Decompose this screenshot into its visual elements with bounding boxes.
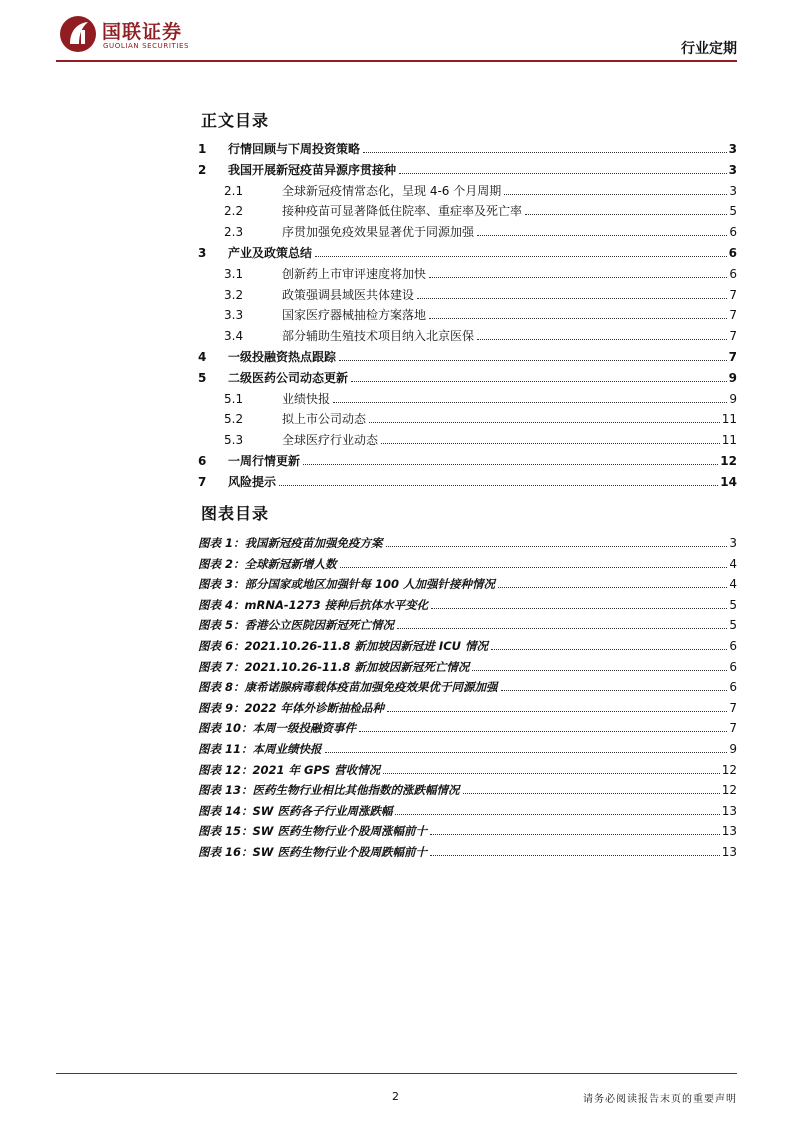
toc-entry-label: 我国开展新冠疫苗异源序贯接种	[228, 162, 397, 177]
toc-entry-number: 6	[198, 454, 207, 468]
toc-entry[interactable]	[198, 344, 737, 364]
toc-entry-label: 接种疫苗可显著降低住院率、重症率及死亡率	[282, 204, 523, 219]
toc-entry-label: 全球医疗行业动态	[282, 433, 379, 448]
dot-leader	[383, 772, 720, 774]
toc-entry-page: 6	[729, 225, 737, 240]
dot-leader	[477, 338, 727, 340]
dot-leader	[381, 442, 720, 444]
toc-entry[interactable]	[198, 736, 737, 756]
dot-leader	[315, 255, 727, 257]
dot-leader	[359, 730, 727, 732]
figure-entry-page: 12	[721, 783, 737, 798]
toc-entry[interactable]	[198, 448, 737, 468]
footer-divider	[56, 1073, 737, 1074]
toc-entry-page: 6	[729, 266, 737, 281]
toc-entry[interactable]	[198, 386, 737, 406]
dot-leader	[333, 401, 727, 403]
toc-entry-label: 行情回顾与下周投资策略	[228, 142, 361, 156]
dot-leader	[363, 151, 727, 153]
dot-leader	[279, 484, 718, 486]
toc-title: 正文目录	[201, 111, 270, 130]
toc-entry-label: 二级医药公司动态更新	[228, 370, 349, 385]
dot-leader	[395, 813, 719, 815]
toc-entry-page: 6	[728, 246, 737, 260]
toc-entry-page: 3	[729, 183, 737, 198]
figure-entry-page: 12	[721, 762, 737, 777]
figure-entry-label: 图表 6：2021.10.26-11.8 新加坡因新冠进 ICU 情况	[198, 639, 488, 653]
dot-leader	[501, 689, 728, 691]
toc-entry[interactable]	[198, 530, 737, 550]
toc-entry[interactable]	[198, 839, 737, 859]
toc-entry[interactable]	[198, 406, 737, 426]
figure-entry-label: 图表 13：医药生物行业相比其他指数的涨跌幅情况	[198, 783, 460, 798]
report-type-title: 行业定期	[681, 41, 737, 57]
toc-entry-label: 全球新冠疫情常态化，呈现 4-6 个月周期	[282, 183, 502, 198]
figure-entry-label: 图表 16：SW 医药生物行业个股周跌幅前十	[198, 845, 427, 859]
dot-leader	[504, 193, 727, 195]
dot-leader	[430, 833, 720, 835]
toc-entry-label: 一级投融资热点跟踪	[228, 350, 337, 364]
toc-entry-number: 5	[198, 370, 207, 385]
toc-entry[interactable]	[198, 633, 737, 653]
toc-entry-page: 7	[729, 287, 737, 302]
dot-leader	[477, 234, 727, 236]
figure-entry-label: 图表 5：香港公立医院因新冠死亡情况	[198, 618, 395, 633]
toc-entry[interactable]	[198, 240, 737, 260]
toc-entry[interactable]	[198, 427, 737, 447]
figure-entry-label: 图表 14：SW 医药各子行业周涨跌幅	[198, 803, 393, 818]
toc-entry-page: 12	[720, 454, 737, 468]
toc-entry-label: 部分辅助生殖技术项目纳入北京医保	[282, 329, 475, 344]
dot-leader	[525, 213, 727, 215]
figure-entry-page: 4	[729, 556, 737, 571]
toc-entry-page: 5	[729, 204, 737, 219]
toc-entry-label: 业绩快报	[282, 391, 331, 406]
toc-entry-label: 产业及政策总结	[228, 246, 313, 260]
figure-entry-label: 图表 12：2021 年 GPS 营收情况	[198, 762, 381, 777]
dot-leader	[429, 317, 727, 319]
toc-entry[interactable]	[198, 818, 737, 838]
toc-entry-page: 7	[729, 308, 737, 323]
toc-entry-page: 14	[720, 474, 737, 489]
toc-entry-number: 5.3	[224, 433, 244, 448]
figure-entry-page: 9	[729, 742, 737, 756]
toc-entry-number: 5.2	[224, 412, 244, 427]
toc-entry-number: 3	[198, 246, 207, 260]
toc-entry[interactable]	[198, 261, 737, 281]
figure-entry-page: 3	[729, 536, 737, 550]
toc-entry-label: 拟上市公司动态	[282, 412, 367, 427]
figure-entry-page: 5	[729, 597, 737, 612]
toc-entry-page: 7	[728, 350, 737, 364]
toc-entry-page: 7	[729, 329, 737, 344]
toc-entry[interactable]	[198, 282, 737, 302]
toc-entry-number: 1	[198, 142, 207, 156]
toc-entry[interactable]	[198, 178, 737, 198]
dot-leader	[463, 792, 720, 794]
figure-entry-page: 7	[729, 721, 737, 736]
dot-leader	[472, 669, 727, 671]
toc-entry[interactable]	[198, 798, 737, 818]
toc-entry-number: 2.1	[224, 183, 244, 198]
toc-entry-label: 风险提示	[228, 474, 277, 489]
toc-entry-number: 2.3	[224, 225, 244, 240]
toc-entry-label: 国家医疗器械抽检方案落地	[282, 308, 427, 323]
toc-entry[interactable]	[198, 571, 737, 591]
toc-entry[interactable]	[198, 612, 737, 632]
figure-entry-page: 13	[721, 824, 737, 839]
dot-leader	[303, 463, 718, 465]
logo-english-name: GUOLIAN SECURITIES	[103, 42, 190, 50]
dot-leader	[387, 710, 727, 712]
toc-entry-number: 3.1	[224, 266, 244, 281]
toc-entry-label: 创新药上市审评速度将加快	[282, 266, 427, 281]
figure-entry-label: 图表 7：2021.10.26-11.8 新加坡因新冠死亡情况	[198, 659, 470, 674]
toc-entry[interactable]	[198, 323, 737, 343]
figure-entry-page: 5	[729, 618, 737, 633]
toc-entry-page: 11	[721, 433, 737, 448]
toc-entry[interactable]	[198, 654, 737, 674]
toc-entry-number: 3.4	[224, 329, 244, 344]
logo-chinese-name: 国联证券	[102, 21, 183, 43]
figure-entry-label: 图表 8：康希诺腺病毒载体疫苗加强免疫效果优于同源加强	[198, 680, 498, 695]
toc-entry-number: 4	[198, 350, 207, 364]
dot-leader	[325, 751, 728, 753]
figure-entry-page: 6	[729, 659, 737, 674]
dot-leader	[339, 359, 727, 361]
toc-entry[interactable]	[198, 674, 737, 694]
footer-disclaimer: 请务必阅读报告末页的重要声明	[583, 1094, 737, 1105]
toc-entry[interactable]	[198, 302, 737, 322]
dot-leader	[386, 545, 728, 547]
figure-entry-label: 图表 4：mRNA-1273 接种后抗体水平变化	[198, 597, 429, 612]
figure-entry-page: 7	[729, 700, 737, 715]
figure-entry-page: 13	[721, 803, 737, 818]
toc-entry-number: 3.3	[224, 308, 244, 323]
toc-entry[interactable]	[198, 157, 737, 177]
figure-entry-label: 图表 3：部分国家或地区加强针每 100 人加强针接种情况	[198, 577, 496, 592]
figure-entry-label: 图表 11：本周业绩快报	[198, 742, 322, 756]
figure-entry-label: 图表 15：SW 医药生物行业个股周涨幅前十	[198, 824, 427, 839]
figure-entry-label: 图表 9：2022 年体外诊断抽检品种	[198, 700, 385, 715]
toc-entry[interactable]	[198, 592, 737, 612]
toc-entry-page: 3	[728, 142, 737, 156]
dot-leader	[340, 566, 728, 568]
page-number: 2	[392, 1090, 399, 1103]
figure-entry-label: 图表 1：我国新冠疫苗加强免疫方案	[198, 536, 383, 550]
toc-entry-number: 5.1	[224, 391, 244, 406]
toc-entry[interactable]	[198, 219, 737, 239]
dot-leader	[431, 607, 727, 609]
toc-entry-label: 序贯加强免疫效果显著优于同源加强	[282, 225, 475, 240]
toc-entry[interactable]	[198, 469, 737, 489]
toc-entry-number: 3.2	[224, 287, 244, 302]
page-header	[0, 0, 793, 64]
dot-leader	[498, 586, 727, 588]
dot-leader	[397, 627, 727, 629]
figure-entry-label: 图表 10：本周一级投融资事件	[198, 721, 357, 736]
toc-entry-label: 一周行情更新	[228, 454, 301, 468]
company-logo	[58, 14, 218, 58]
toc-entry-number: 2.2	[224, 204, 244, 219]
toc-entry-label: 政策强调县域医共体建设	[282, 287, 415, 302]
dot-leader	[369, 421, 720, 423]
dot-leader	[399, 172, 727, 174]
figure-entry-label: 图表 2：全球新冠新增人数	[198, 556, 337, 571]
toc-entry-page: 9	[729, 391, 737, 406]
dot-leader	[429, 276, 727, 278]
guolian-logo-icon	[58, 14, 98, 54]
figure-entry-page: 13	[721, 845, 737, 859]
figure-entry-page: 4	[729, 577, 737, 592]
dot-leader	[491, 648, 727, 650]
toc-entry[interactable]	[198, 365, 737, 385]
toc-entry-page: 11	[721, 412, 737, 427]
dot-leader	[417, 297, 727, 299]
header-divider	[56, 60, 737, 62]
dot-leader	[351, 380, 727, 382]
figure-entry-page: 6	[729, 680, 737, 695]
toc-entry[interactable]	[198, 695, 737, 715]
toc-entry[interactable]	[198, 136, 737, 156]
toc-entry[interactable]	[198, 551, 737, 571]
toc-entry[interactable]	[198, 777, 737, 797]
toc-entry[interactable]	[198, 757, 737, 777]
dot-leader	[430, 854, 720, 856]
toc-entry-number: 2	[198, 162, 207, 177]
toc-entry[interactable]	[198, 715, 737, 735]
figures-toc-title: 图表目录	[201, 504, 270, 523]
figure-entry-page: 6	[729, 639, 737, 653]
toc-entry[interactable]	[198, 198, 737, 218]
toc-entry-number: 7	[198, 474, 207, 489]
toc-entry-page: 3	[728, 162, 737, 177]
toc-entry-page: 9	[728, 370, 737, 385]
